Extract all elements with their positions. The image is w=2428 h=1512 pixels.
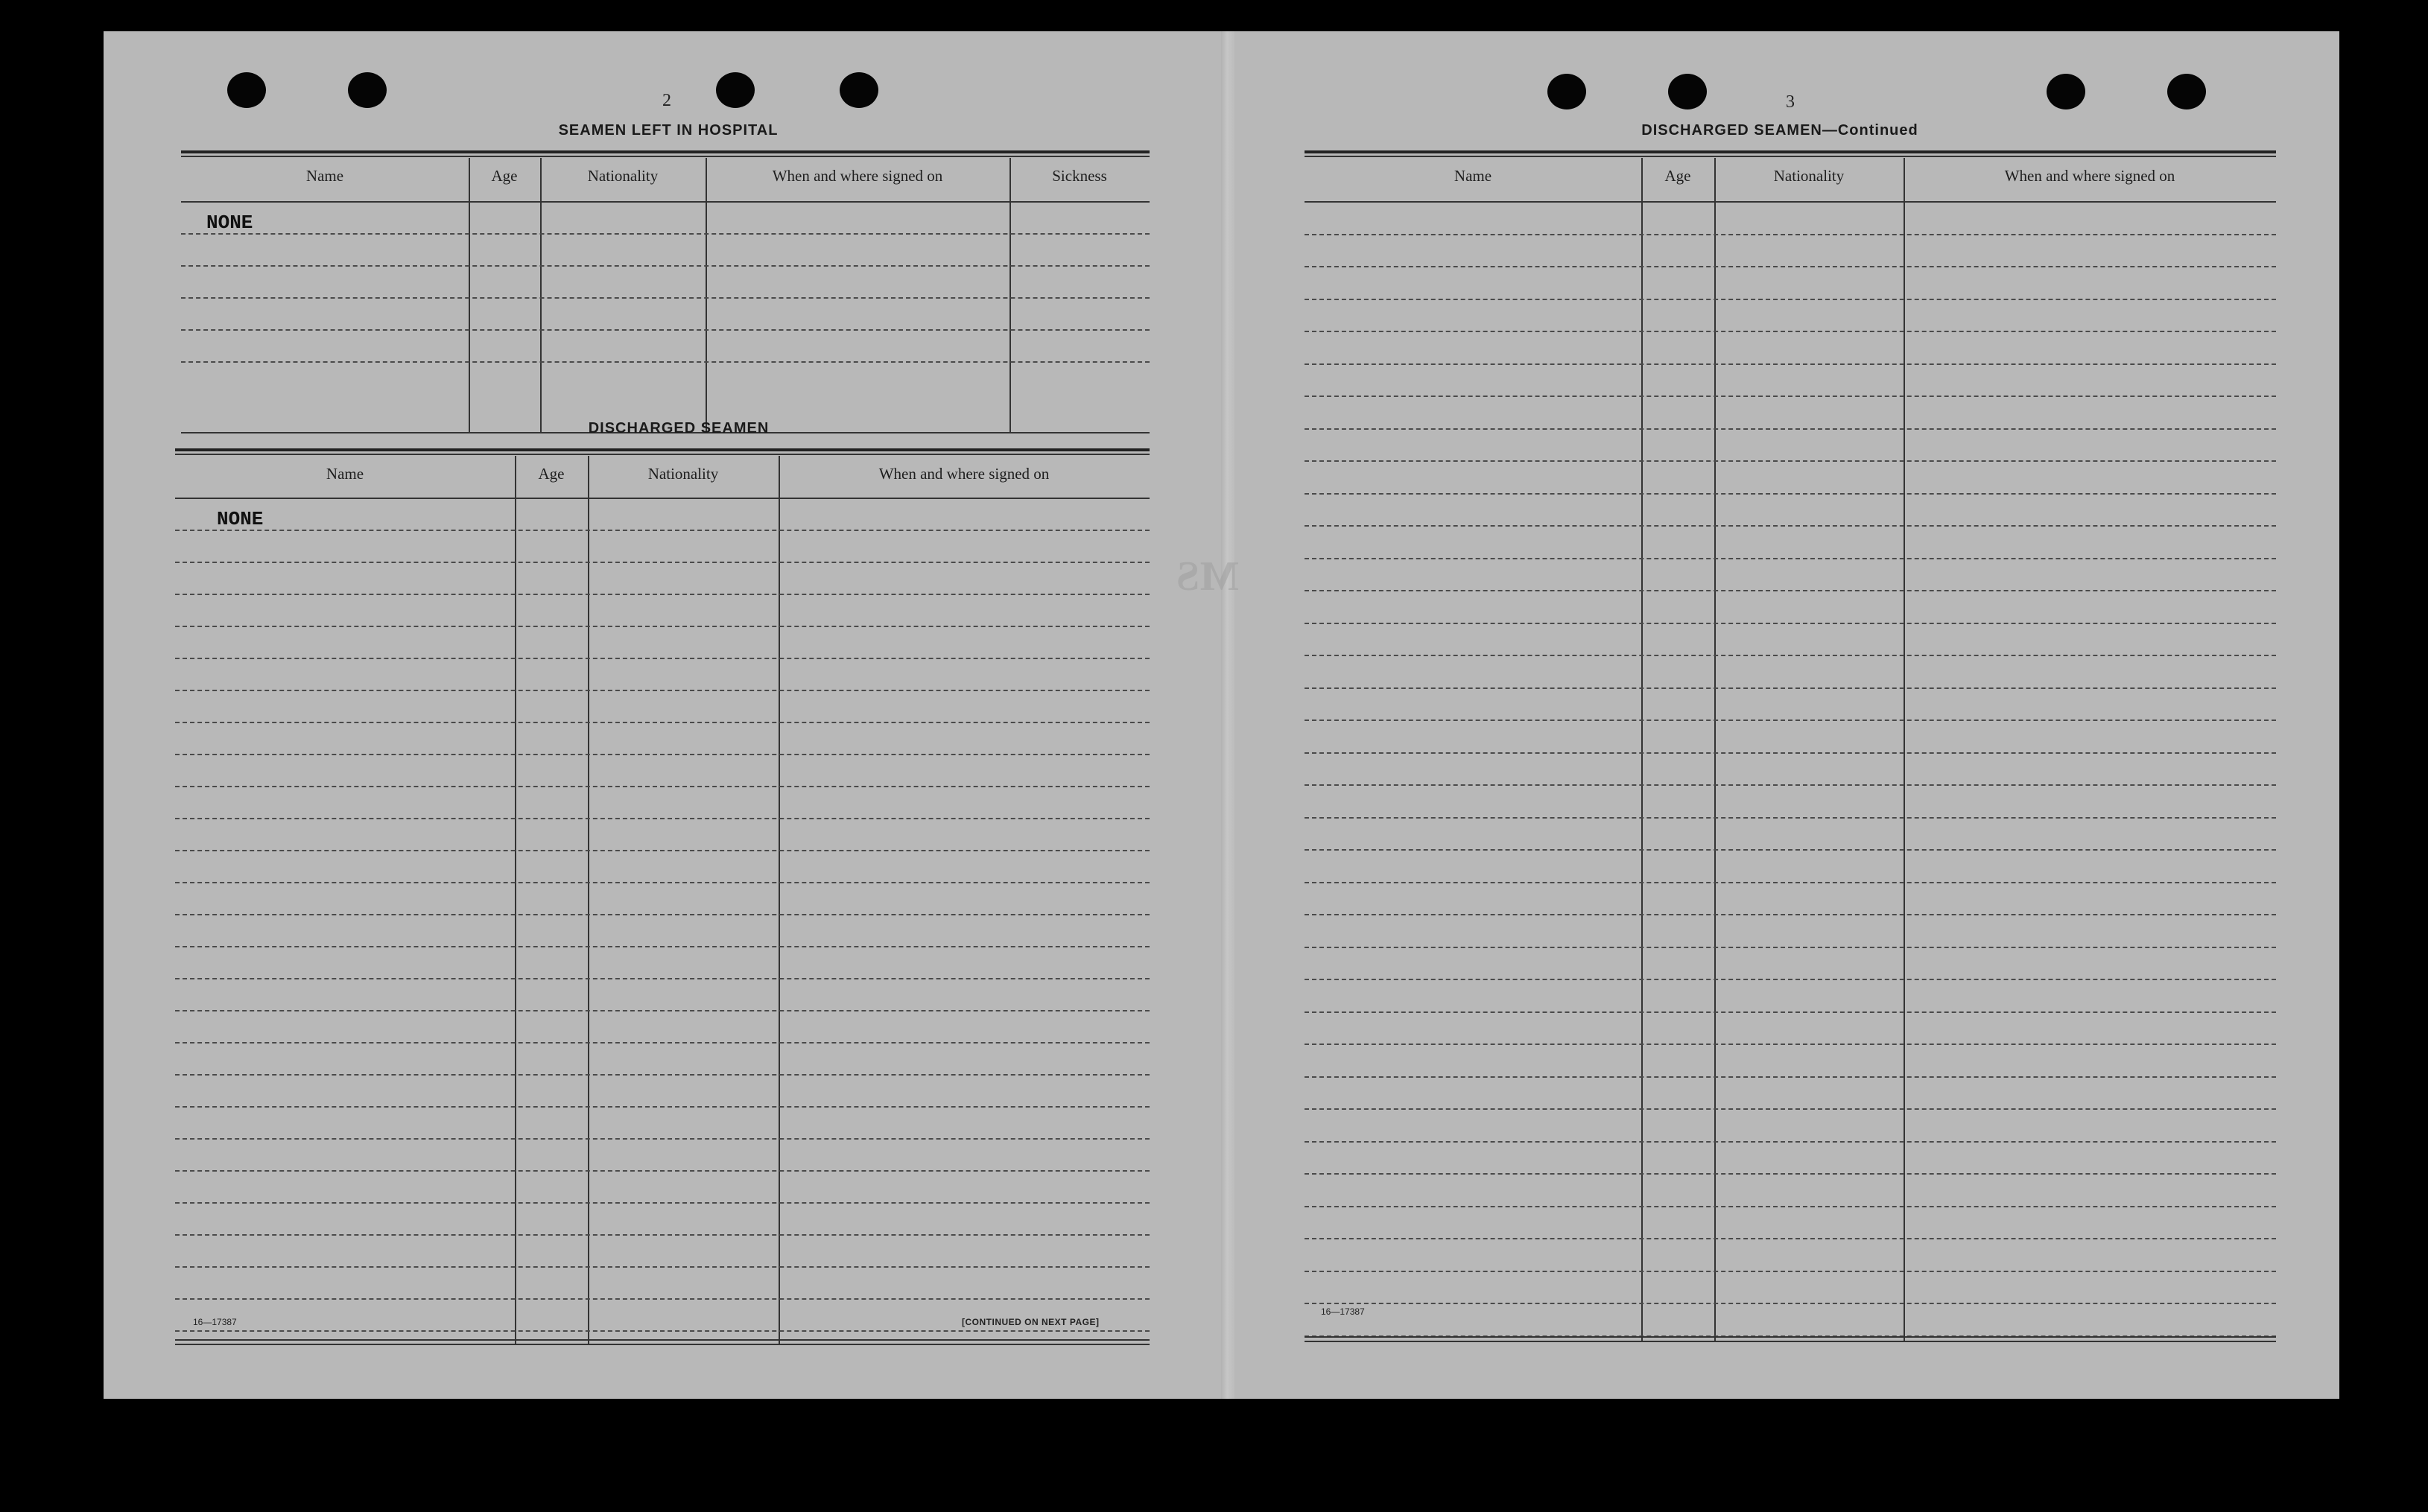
table-row bbox=[181, 233, 1150, 235]
table-bottom-rule bbox=[175, 1344, 1150, 1345]
column-header: When and where signed on bbox=[772, 167, 943, 185]
table-row bbox=[1305, 784, 2276, 786]
table-row bbox=[1305, 1044, 2276, 1045]
table-row bbox=[1305, 1108, 2276, 1110]
table-row bbox=[181, 265, 1150, 267]
column-divider bbox=[1009, 158, 1011, 433]
table-top-rule bbox=[181, 150, 1150, 153]
punch-hole bbox=[1547, 74, 1586, 109]
discharged-section-title: DISCHARGED SEAMEN bbox=[588, 420, 770, 436]
table-row bbox=[1305, 331, 2276, 332]
punch-hole bbox=[227, 72, 266, 108]
hospital-section-title: SEAMEN LEFT IN HOSPITAL bbox=[558, 122, 779, 139]
hospital-table bbox=[181, 150, 1150, 433]
table-row bbox=[1305, 1303, 2276, 1304]
document-sheet bbox=[104, 31, 2339, 1399]
table-row bbox=[1305, 234, 2276, 235]
table-row bbox=[175, 818, 1150, 819]
table-row bbox=[1305, 299, 2276, 300]
table-row bbox=[1305, 1238, 2276, 1239]
discharged-table bbox=[175, 448, 1150, 1345]
punch-hole bbox=[2167, 74, 2206, 109]
punch-hole bbox=[348, 72, 387, 108]
column-header: Nationality bbox=[1773, 167, 1845, 185]
table-row bbox=[175, 914, 1150, 915]
column-divider bbox=[1641, 158, 1643, 1342]
discharged-entry: NONE bbox=[217, 508, 264, 530]
punch-hole bbox=[2047, 74, 2085, 109]
table-row bbox=[175, 1074, 1150, 1076]
table-top-rule bbox=[1305, 156, 2276, 157]
table-row bbox=[175, 1202, 1150, 1204]
table-top-rule bbox=[1305, 150, 2276, 153]
table-row bbox=[181, 329, 1150, 331]
table-row bbox=[1305, 1076, 2276, 1078]
column-divider bbox=[469, 158, 470, 433]
punch-hole bbox=[716, 72, 755, 108]
table-row bbox=[175, 1298, 1150, 1300]
table-row bbox=[1305, 590, 2276, 591]
table-top-rule bbox=[175, 448, 1150, 451]
header-rule bbox=[1305, 201, 2276, 203]
table-row bbox=[1305, 493, 2276, 495]
table-row bbox=[1305, 1141, 2276, 1143]
continued-note: [CONTINUED ON NEXT PAGE] bbox=[962, 1317, 1100, 1327]
table-row bbox=[1305, 849, 2276, 851]
table-row bbox=[1305, 396, 2276, 397]
column-divider bbox=[1904, 158, 1905, 1342]
table-row bbox=[175, 690, 1150, 691]
table-row bbox=[1305, 914, 2276, 915]
table-row bbox=[1305, 428, 2276, 430]
table-row bbox=[1305, 817, 2276, 819]
header-rule bbox=[175, 498, 1150, 499]
table-row bbox=[175, 1138, 1150, 1140]
punch-hole bbox=[840, 72, 878, 108]
discharged-continued-table bbox=[1305, 150, 2276, 1342]
table-row bbox=[175, 1106, 1150, 1108]
column-header: When and where signed on bbox=[2004, 167, 2175, 185]
table-top-rule bbox=[181, 156, 1150, 157]
column-header: Age bbox=[538, 465, 565, 483]
column-divider bbox=[588, 456, 589, 1345]
hospital-entry: NONE bbox=[206, 212, 253, 234]
table-row bbox=[1305, 623, 2276, 624]
column-divider bbox=[540, 158, 542, 433]
column-divider bbox=[515, 456, 516, 1345]
table-row bbox=[175, 978, 1150, 979]
table-row bbox=[175, 754, 1150, 755]
table-row bbox=[1305, 1206, 2276, 1207]
column-divider bbox=[779, 456, 780, 1345]
table-row bbox=[175, 530, 1150, 531]
table-row bbox=[1305, 979, 2276, 980]
table-row bbox=[181, 361, 1150, 363]
table-row bbox=[1305, 1271, 2276, 1272]
table-row bbox=[175, 626, 1150, 627]
page-number-left: 2 bbox=[662, 91, 671, 110]
table-row bbox=[175, 658, 1150, 659]
table-row bbox=[1305, 266, 2276, 267]
table-top-rule bbox=[175, 454, 1150, 455]
page-number-right: 3 bbox=[1786, 92, 1795, 112]
table-row bbox=[175, 1042, 1150, 1044]
table-row bbox=[1305, 460, 2276, 462]
column-header: Nationality bbox=[587, 167, 659, 185]
table-row bbox=[175, 850, 1150, 851]
table-row bbox=[175, 1266, 1150, 1268]
table-bottom-rule bbox=[1305, 1336, 2276, 1338]
punch-hole bbox=[1668, 74, 1707, 109]
table-row bbox=[181, 297, 1150, 299]
table-row bbox=[1305, 1011, 2276, 1013]
table-bottom-rule bbox=[1305, 1341, 2276, 1342]
column-header: Age bbox=[491, 167, 518, 185]
column-header: Name bbox=[326, 465, 364, 483]
table-row bbox=[1305, 720, 2276, 721]
table-bottom-rule bbox=[175, 1339, 1150, 1341]
table-row bbox=[1305, 882, 2276, 883]
column-header: Age bbox=[1664, 167, 1691, 185]
table-row bbox=[1305, 1173, 2276, 1175]
table-row bbox=[1305, 687, 2276, 689]
table-row bbox=[175, 946, 1150, 947]
table-row bbox=[1305, 655, 2276, 656]
form-number-right: 16—17387 bbox=[1321, 1306, 1365, 1317]
column-divider bbox=[1714, 158, 1716, 1342]
table-row bbox=[1305, 558, 2276, 559]
form-number-left: 16—17387 bbox=[193, 1317, 237, 1327]
table-row bbox=[175, 594, 1150, 595]
table-row bbox=[175, 1010, 1150, 1011]
table-row bbox=[175, 786, 1150, 787]
column-header: Sickness bbox=[1052, 167, 1107, 185]
table-row bbox=[1305, 947, 2276, 948]
table-row bbox=[175, 562, 1150, 563]
table-row bbox=[175, 722, 1150, 723]
table-row bbox=[175, 1170, 1150, 1172]
table-row bbox=[175, 1330, 1150, 1332]
table-row bbox=[1305, 752, 2276, 754]
column-header: Name bbox=[305, 167, 344, 185]
table-row bbox=[175, 1234, 1150, 1236]
table-row bbox=[1305, 363, 2276, 365]
header-rule bbox=[181, 201, 1150, 203]
page-fold bbox=[1221, 31, 1234, 1399]
bleed-through-mark: MS bbox=[1176, 553, 1239, 600]
table-row bbox=[175, 882, 1150, 883]
column-header: Nationality bbox=[647, 465, 719, 483]
column-header: Name bbox=[1454, 167, 1492, 185]
table-row bbox=[1305, 525, 2276, 527]
discharged-continued-title: DISCHARGED SEAMEN—Continued bbox=[1641, 122, 1918, 139]
column-header: When and where signed on bbox=[878, 465, 1050, 483]
column-divider bbox=[706, 158, 707, 433]
